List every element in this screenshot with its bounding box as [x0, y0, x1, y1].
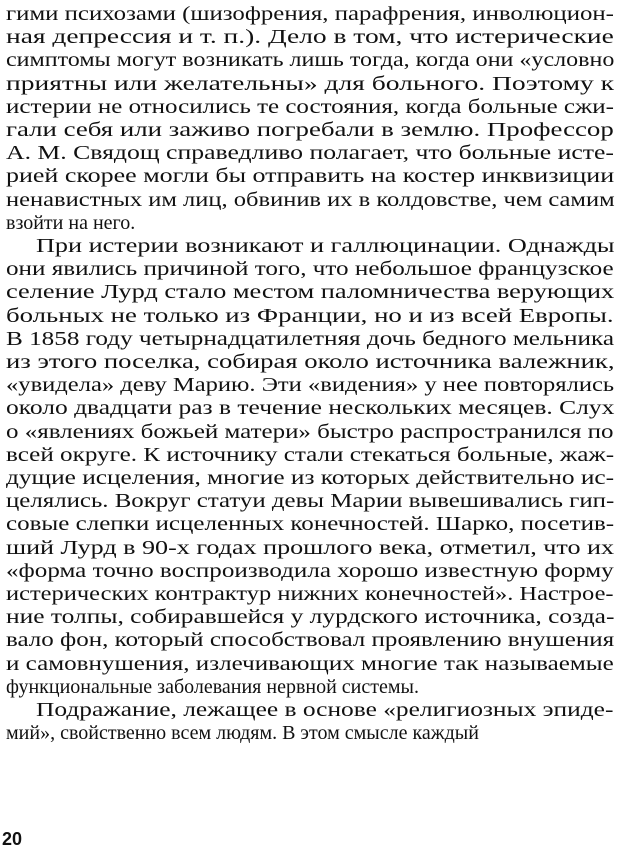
text-line: «увидела» деву Марию. Эти «видения» у нее повторялись [6, 374, 615, 396]
text-line: рией скорее могли бы отправить на костер инквизиции [6, 165, 615, 187]
text-line: Подражание, лежащее в основе «религиозных эпиде- [36, 699, 614, 721]
text-line: В 1858 году четырнадцатилетняя дочь бедного мельника [6, 328, 614, 350]
text-line: и самовнушения, излечивающих многие так называемые [6, 653, 614, 675]
text-line: «форма точно воспроизводила хорошо известную форму [6, 560, 614, 582]
text-line: А. М. Свядощ справедливо полагает, что больные исте- [6, 142, 614, 164]
text-line: больных не только из Франции, но и из всей Европы. [6, 305, 614, 327]
text-line: взойти на него. [6, 212, 136, 234]
text-line: функциональные заболевания нервной системы. [6, 676, 419, 698]
text-line: истерических контрактур нижних конечностей». Настрое- [6, 583, 614, 605]
text-line: гали себя или заживо погребали в землю. Профессор [6, 119, 614, 141]
text-line: мий», свойственно всем людям. В этом смысле каждый [6, 722, 479, 744]
text-line: совые слепки исцеленных конечностей. Шарко, посетив- [6, 513, 615, 535]
text-line: всей округе. К источнику стали стекаться больные, жаж- [6, 444, 615, 466]
text-line: симптомы могут возникать лишь тогда, когда они «условно [6, 49, 615, 71]
text-line: ние толпы, собиравшейся у лурдского источника, созда- [6, 606, 615, 628]
text-line: селение Лурд стало местом паломничества верующих [6, 281, 615, 303]
text-line: При истерии возникают и галлюцинации. Однажды [36, 235, 615, 257]
text-line: о «явлениях божьей матери» быстро распространился по [6, 421, 614, 443]
text-line: вало фон, который способствовал проявлению внушения [6, 629, 615, 651]
text-line: приятны или желательны» для больного. Поэтому к [6, 73, 615, 95]
text-line: гими психозами (шизофрения, парафрения, инволюцион- [6, 3, 614, 25]
text-line: около двадцати раз в течение нескольких месяцев. Слух [6, 397, 615, 419]
text-line: истерии не относились те состояния, когда больные сжи- [6, 96, 614, 118]
text-line: из этого поселка, собирая около источника валежник, [6, 351, 615, 373]
page-number: 20 [2, 829, 23, 849]
text-line: ная депрессия и т. п.). Дело в том, что истерические [6, 26, 614, 48]
text-line: дущие исцеления, многие из которых действительно ис- [6, 467, 615, 489]
text-line: ший Лурд в 90-х годах прошлого века, отметил, что их [6, 537, 615, 559]
text-line: целялись. Вокруг статуи девы Марии вывешивались гип- [6, 490, 615, 512]
text-line: ненавистных им лиц, обвинив их в колдовстве, чем самим [6, 189, 615, 211]
text-line: они явились причиной того, что небольшое французское [6, 258, 614, 280]
